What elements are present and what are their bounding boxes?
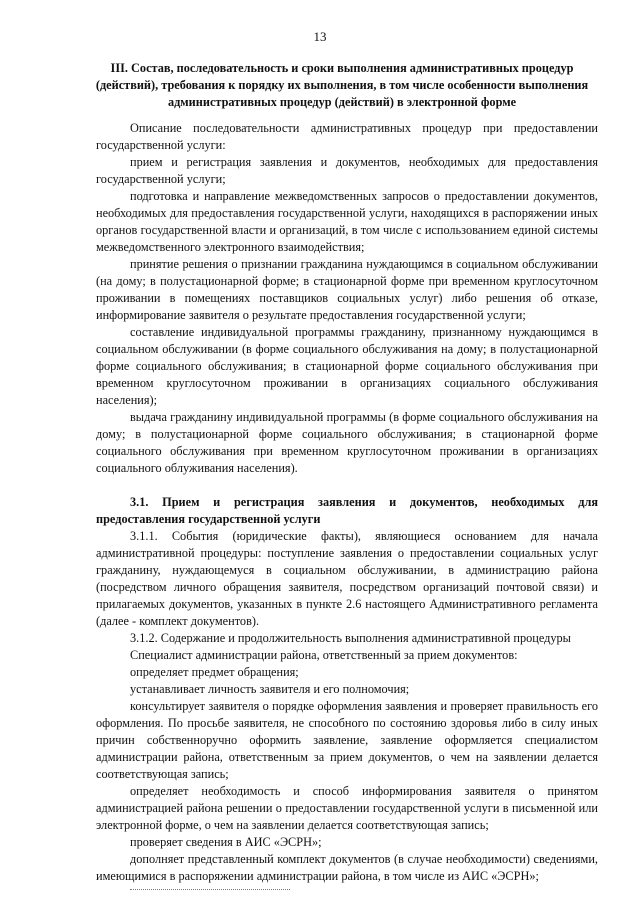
paragraph: 3.1.2. Содержание и продолжительность выполнения административной процедуры xyxy=(130,631,571,645)
paragraph: Специалист администрации района, ответственный за прием документов: xyxy=(130,648,518,662)
bottom-scan-line xyxy=(130,889,290,890)
paragraph: дополняет представленный комплект документов (в случае необходимости) сведениями, имеющимися в распоряжении администрации района, в том числе из АИС «ЭСРН»; xyxy=(96,852,598,883)
paragraph: Описание последовательности административных процедур при предоставлении государственной услуги: xyxy=(96,121,598,152)
paragraph: 3.1.1. События (юридические факты), являющиеся основанием для начала административной процедуры: поступление заявления о предоставлении социальных услуг гражданину, нуждающемуся в социальном обслуживании, в администрацию района (посредством личного обращения заявителя, посредством организаций почтовой связи) и прилагаемых документов, указанных в пункте 2.6 настоящего Административного регламента (далее - комплект документов). xyxy=(96,529,598,628)
paragraph: принятие решения о признании гражданина нуждающимся в социальном обслуживании (на дому; в полустационарной форме; в стационарной форме при временном круглосуточном проживании в помещениях поставщиков социальных услуг) либо решения об отказе, информирование заявителя о результате предоставления государственной услуги; xyxy=(96,257,598,322)
paragraph: консультирует заявителя о порядке оформления заявления и проверяет правильность его оформления. По просьбе заявителя, не способного по состоянию здоровья либо в силу иных причин собственноручно оформить заявление, заявление оформляется специалистом администрации района, ответственным за прием документов, о чем на заявлении делается соответствующая запись; xyxy=(96,699,598,781)
paragraph: подготовка и направление межведомственных запросов о предоставлении документов, необходимых для предоставления государственной услуги, находящихся в распоряжении иных органов государственной власти и организаций, в том числе с использованием единой системы межведомственного электронного взаимодействия; xyxy=(96,189,598,254)
paragraph: составление индивидуальной программы гражданину, признанному нуждающимся в социальном обслуживании (в форме социального обслуживания на дому; в полустационарной форме социального обслуживания; в стационарной форме социального обслуживания при временном круглосуточном проживании в организациях социального обслуживания населения); xyxy=(96,325,598,407)
paragraph: определяет предмет обращения; xyxy=(130,665,299,679)
paragraph: проверяет сведения в АИС «ЭСРН»; xyxy=(130,835,322,849)
paragraph: прием и регистрация заявления и документов, необходимых для предоставления государственной услуги; xyxy=(96,155,598,186)
page-number: 13 xyxy=(313,29,327,44)
document-body xyxy=(96,120,598,885)
subsection-heading: 3.1. Прием и регистрация заявления и документов, необходимых для предоставления государственной услуги xyxy=(96,495,598,526)
section-title: III. Состав, последовательность и сроки выполнения административных процедур (действий), требования к порядку их выполнения, в том числе особенности выполнения административных процедур (действий) в электронной форме xyxy=(95,61,589,109)
paragraph: определяет необходимость и способ информирования заявителя о принятом администрацией района решении о предоставлении государственной услуги в письменной или электронной форме, о чем на заявлении делается соответствующая запись; xyxy=(96,784,598,832)
paragraph: устанавливает личность заявителя и его полномочия; xyxy=(130,682,410,696)
paragraph: выдача гражданину индивидуальной программы (в форме социального обслуживания на дому; в полустационарной форме социального обслуживания; в стационарной форме социального обслуживания при временном круглосуточном проживании в организациях социального облуживания населения). xyxy=(96,410,598,475)
